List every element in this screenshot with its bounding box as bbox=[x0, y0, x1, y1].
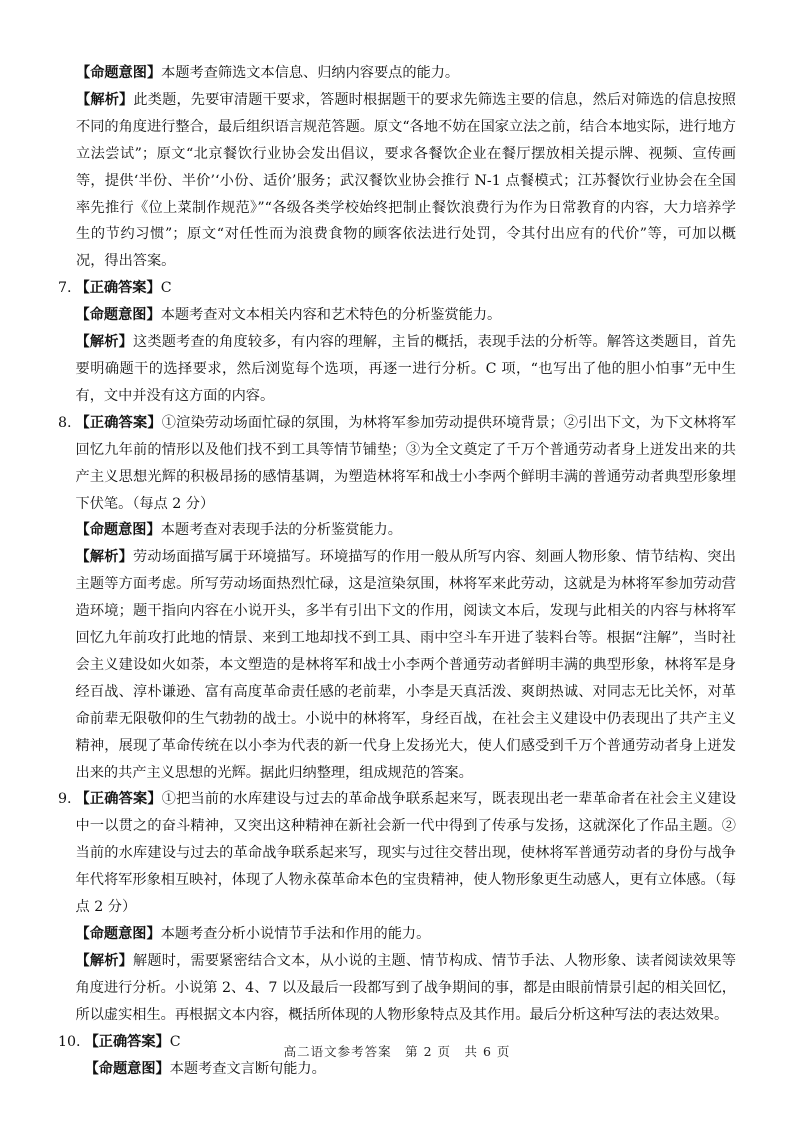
intro-purpose bbox=[58, 60, 736, 87]
intro-analysis bbox=[58, 87, 736, 275]
purpose-text: 本题考查筛选文本信息、归纳内容要点的能力。 bbox=[161, 65, 460, 81]
q7-answer bbox=[76, 275, 736, 302]
purpose-tag: 【命题意图】 bbox=[75, 926, 161, 942]
question-7 bbox=[58, 275, 736, 410]
question-8-number: 8. bbox=[58, 414, 72, 431]
question-9 bbox=[58, 786, 736, 1028]
question-7-number: 7. bbox=[58, 280, 72, 297]
page-footer: 高二语文参考答案 第 2 页 共 6 页 bbox=[283, 1044, 511, 1059]
answer-text: C bbox=[160, 280, 172, 297]
question-8 bbox=[58, 410, 736, 787]
analysis-text: 这类题考查的角度较多，有内容的理解，主旨的概括，表现手法的分析等。解答这类题目，首先要明确题干的选择要求，然后浏览每个选项，再逐一进行分析。C 项，“也写出了他的胆小怕事”无中生有，文中并没有这方面的内容。 bbox=[75, 334, 736, 404]
q9-answer bbox=[76, 786, 736, 921]
analysis-tag: 【解析】 bbox=[75, 952, 133, 969]
purpose-text: 本题考查文言断句能力。 bbox=[169, 1060, 326, 1077]
purpose-tag: 【命题意图】 bbox=[75, 307, 161, 324]
purpose-tag: 【命题意图】 bbox=[76, 65, 162, 81]
q8-answer bbox=[76, 410, 736, 518]
analysis-text: 劳动场面描写属于环境描写。环境描写的作用一般从所写内容、刻画人物形象、情节结构、突出主题等方面考虑。所写劳动场面热烈忙碌，这是渲染氛围，林将军来此劳动，这就是为林将军参加劳动营造环境；题干指向内容在小说开头，多半有引出下文的作用，阅读文本后，发现与此相关的内容与林将军回忆九年前攻打此地的情景、来到工地却找不到工具、雨中空斗车开进了装料台等。根据“注解”，当时社会主义建设如火如荼，本文塑造的是林将军和战士小李两个普通劳动者鲜明丰满的典型形象，林将军是身经百战、淳朴谦逊、富有高度革命责任感的老前辈，小李是天真活泼、爽朗热诚、对同志无比关怀，对革命前辈无限敬仰的生气勃勃的战士。小说中的林将军，身经百战，在社会主义建设中仍表现出了共产主义精神，展现了革命传统在以小李为代表的新一代身上发扬光大，使人们感受到千万个普通劳动者身上迸发出来的共产主义思想的光辉。据此归纳整理，组成规范的答案。 bbox=[75, 549, 736, 781]
q7-analysis bbox=[76, 329, 736, 410]
answer-content bbox=[58, 60, 736, 1082]
purpose-text: 本题考查对表现手法的分析鉴赏能力。 bbox=[160, 522, 402, 539]
answer-tag: 【正确答案】 bbox=[75, 280, 161, 297]
analysis-tag: 【解析】 bbox=[76, 91, 134, 108]
q9-analysis bbox=[76, 948, 736, 1029]
answer-tag: 【正确答案】 bbox=[75, 791, 162, 808]
q8-purpose bbox=[76, 517, 736, 544]
question-9-number: 9. bbox=[58, 791, 72, 808]
answer-tag: 【正确答案】 bbox=[84, 1033, 170, 1050]
q9-purpose bbox=[76, 921, 736, 948]
purpose-tag: 【命题意图】 bbox=[84, 1060, 170, 1077]
analysis-text: 此类题，先要审清题干要求，答题时根据题干的要求先筛选主要的信息，然后对筛选的信息按照不同的角度进行整合，最后组织语言规范答题。原文“各地不妨在国家立法之前，结合本地实际，进行地方立法尝试”；原文“北京餐饮行业协会发出倡议，要求各餐饮企业在餐厅摆放相关提示牌、视频、宣传画等，提供‘半份、半价’‘小份、适价’服务；武汉餐饮业协会推行 N-1 点餐模式；江苏餐饮行业协会在全国率先推行《位上菜制作规范》”“各级各类学校始终把制止餐饮浪费行为作为日常教育的内容，大力培养学生的节约习惯”；原文“对任性而为浪费食物的顾客依法进行处罚，令其付出应有的代价”等，可加以概况，得出答案。 bbox=[76, 91, 736, 270]
purpose-text: 本题考查对文本相关内容和艺术特色的分析鉴赏能力。 bbox=[160, 307, 502, 324]
answer-text: ①渲染劳动场面忙碌的氛围，为林将军参加劳动提供环境背景；②引出下文，为下文林将军回忆九年前的情形以及他们找不到工具等情节铺垫；③为全文奠定了千万个普通劳动者身上迸发出来的共产主义思想光辉的积极昂扬的感情基调，为塑造林将军和战士小李两个鲜明丰满的普通劳动者典型形象埋下伏笔。（每点 2 分） bbox=[75, 414, 736, 512]
answer-text: C bbox=[169, 1033, 181, 1050]
answer-text: ①把当前的水库建设与过去的革命战争联系起来写，既表现出老一辈革命者在社会主义建设中一以贯之的奋斗精神，又突出这种精神在新社会新一代中得到了传承与发扬，这就深化了作品主题。②当前的水库建设与过去的革命战争联系起来写，现实与过往交替出现，使林将军普通劳动者的身份与战争年代将军形象相互映衬，体现了人物永葆革命本色的宝贵精神，使人物形象更生动感人，更有立体感。（每点 2 分） bbox=[75, 791, 736, 916]
analysis-text: 解题时，需要紧密结合文本，从小说的主题、情节构成、情节手法、人物形象、读者阅读效果等角度进行分析。小说第 2、4、7 以及最后一段都写到了战争期间的事，都是由眼前情景引起的相关回忆，所以虚实相生。再根据文本内容，概括所体现的人物形象特点及其作用。最后分析这种写法的表达效果。 bbox=[75, 952, 736, 1023]
analysis-tag: 【解析】 bbox=[75, 334, 133, 351]
q8-analysis bbox=[76, 544, 736, 786]
analysis-tag: 【解析】 bbox=[75, 549, 133, 566]
answer-tag: 【正确答案】 bbox=[75, 414, 162, 431]
purpose-text: 本题考查分析小说情节手法和作用的能力。 bbox=[160, 926, 431, 942]
question-10-number: 10. bbox=[58, 1033, 81, 1050]
purpose-tag: 【命题意图】 bbox=[75, 522, 161, 539]
q7-purpose bbox=[76, 302, 736, 329]
